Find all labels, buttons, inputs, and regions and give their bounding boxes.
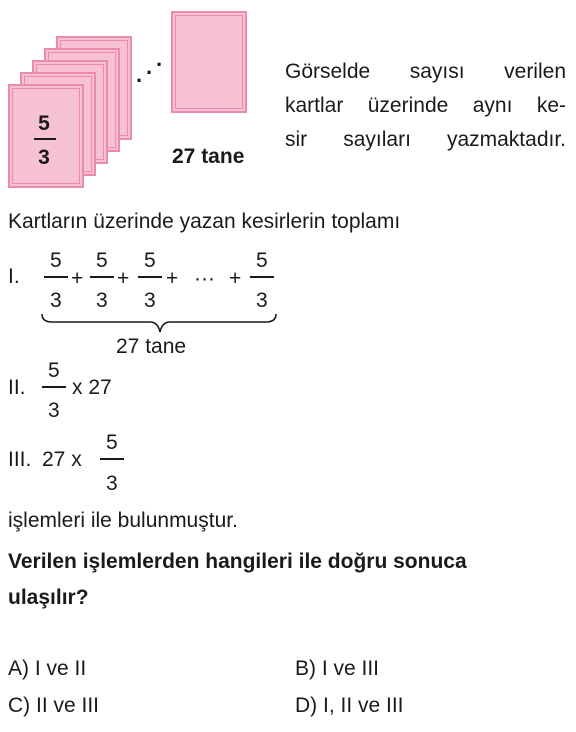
i-den-1: 3	[50, 289, 62, 312]
ii-rest: x 27	[72, 376, 112, 399]
card-denominator: 3	[38, 146, 50, 169]
i-bar-1	[44, 276, 68, 278]
item-iii-label: III.	[8, 448, 32, 471]
item-ii-label: II.	[8, 376, 26, 399]
card-ellipsis-dots-2: ·	[146, 60, 155, 85]
i-den-2: 3	[96, 289, 108, 312]
i-plus-4: +	[229, 267, 242, 290]
i-bar-4	[250, 276, 274, 278]
trail-sentence: işlemleri ile bulunmuştur.	[8, 509, 238, 532]
option-d[interactable]: D) I, II ve III	[295, 694, 404, 717]
last-card	[171, 11, 247, 113]
i-num-3: 5	[144, 249, 156, 272]
lead-sentence: Kartların üzerinde yazan kesirlerin toplamı	[8, 210, 401, 233]
card-count-label: 27 tane	[172, 145, 245, 168]
intro-line-1: Görselde sayısı verilen	[285, 60, 566, 83]
card-ellipsis-dots: ·	[136, 68, 145, 93]
iii-pre: 27 x	[42, 448, 82, 471]
i-num-2: 5	[96, 249, 108, 272]
i-den-4: 3	[256, 289, 268, 312]
i-plus-2: +	[117, 267, 130, 290]
intro-line-3: sir sayıları yazmaktadır.	[285, 128, 566, 151]
option-b[interactable]: B) I ve III	[295, 657, 380, 680]
iii-bar	[100, 458, 124, 460]
i-plus-3: +	[166, 267, 179, 290]
i-bar-2	[90, 276, 114, 278]
card-ellipsis-dots-3: ·	[156, 52, 165, 77]
question-line-1: Verilen işlemlerden hangileri ile doğru sonuca	[8, 550, 467, 573]
card-numerator: 5	[38, 112, 50, 135]
ii-num: 5	[48, 359, 60, 382]
i-ellipsis: ···	[194, 267, 215, 290]
i-bar-3	[138, 276, 162, 278]
option-c[interactable]: C) II ve III	[8, 694, 100, 717]
intro-line-2: kartlar üzerinde aynı ke-	[285, 94, 566, 117]
i-num-4: 5	[256, 249, 268, 272]
iii-den: 3	[106, 472, 118, 495]
ii-den: 3	[48, 399, 60, 422]
question-line-2: ulaşılır?	[8, 586, 89, 609]
item-i-label: I.	[8, 265, 20, 288]
i-num-1: 5	[50, 249, 62, 272]
i-brace-label: 27 tane	[116, 335, 187, 358]
option-a[interactable]: A) I ve II	[8, 657, 87, 680]
i-plus-1: +	[71, 267, 84, 290]
iii-num: 5	[106, 431, 118, 454]
i-den-3: 3	[144, 289, 156, 312]
ii-bar	[42, 386, 66, 388]
card-front	[8, 84, 84, 188]
underbrace	[40, 312, 280, 336]
card-fraction-bar	[34, 138, 56, 140]
